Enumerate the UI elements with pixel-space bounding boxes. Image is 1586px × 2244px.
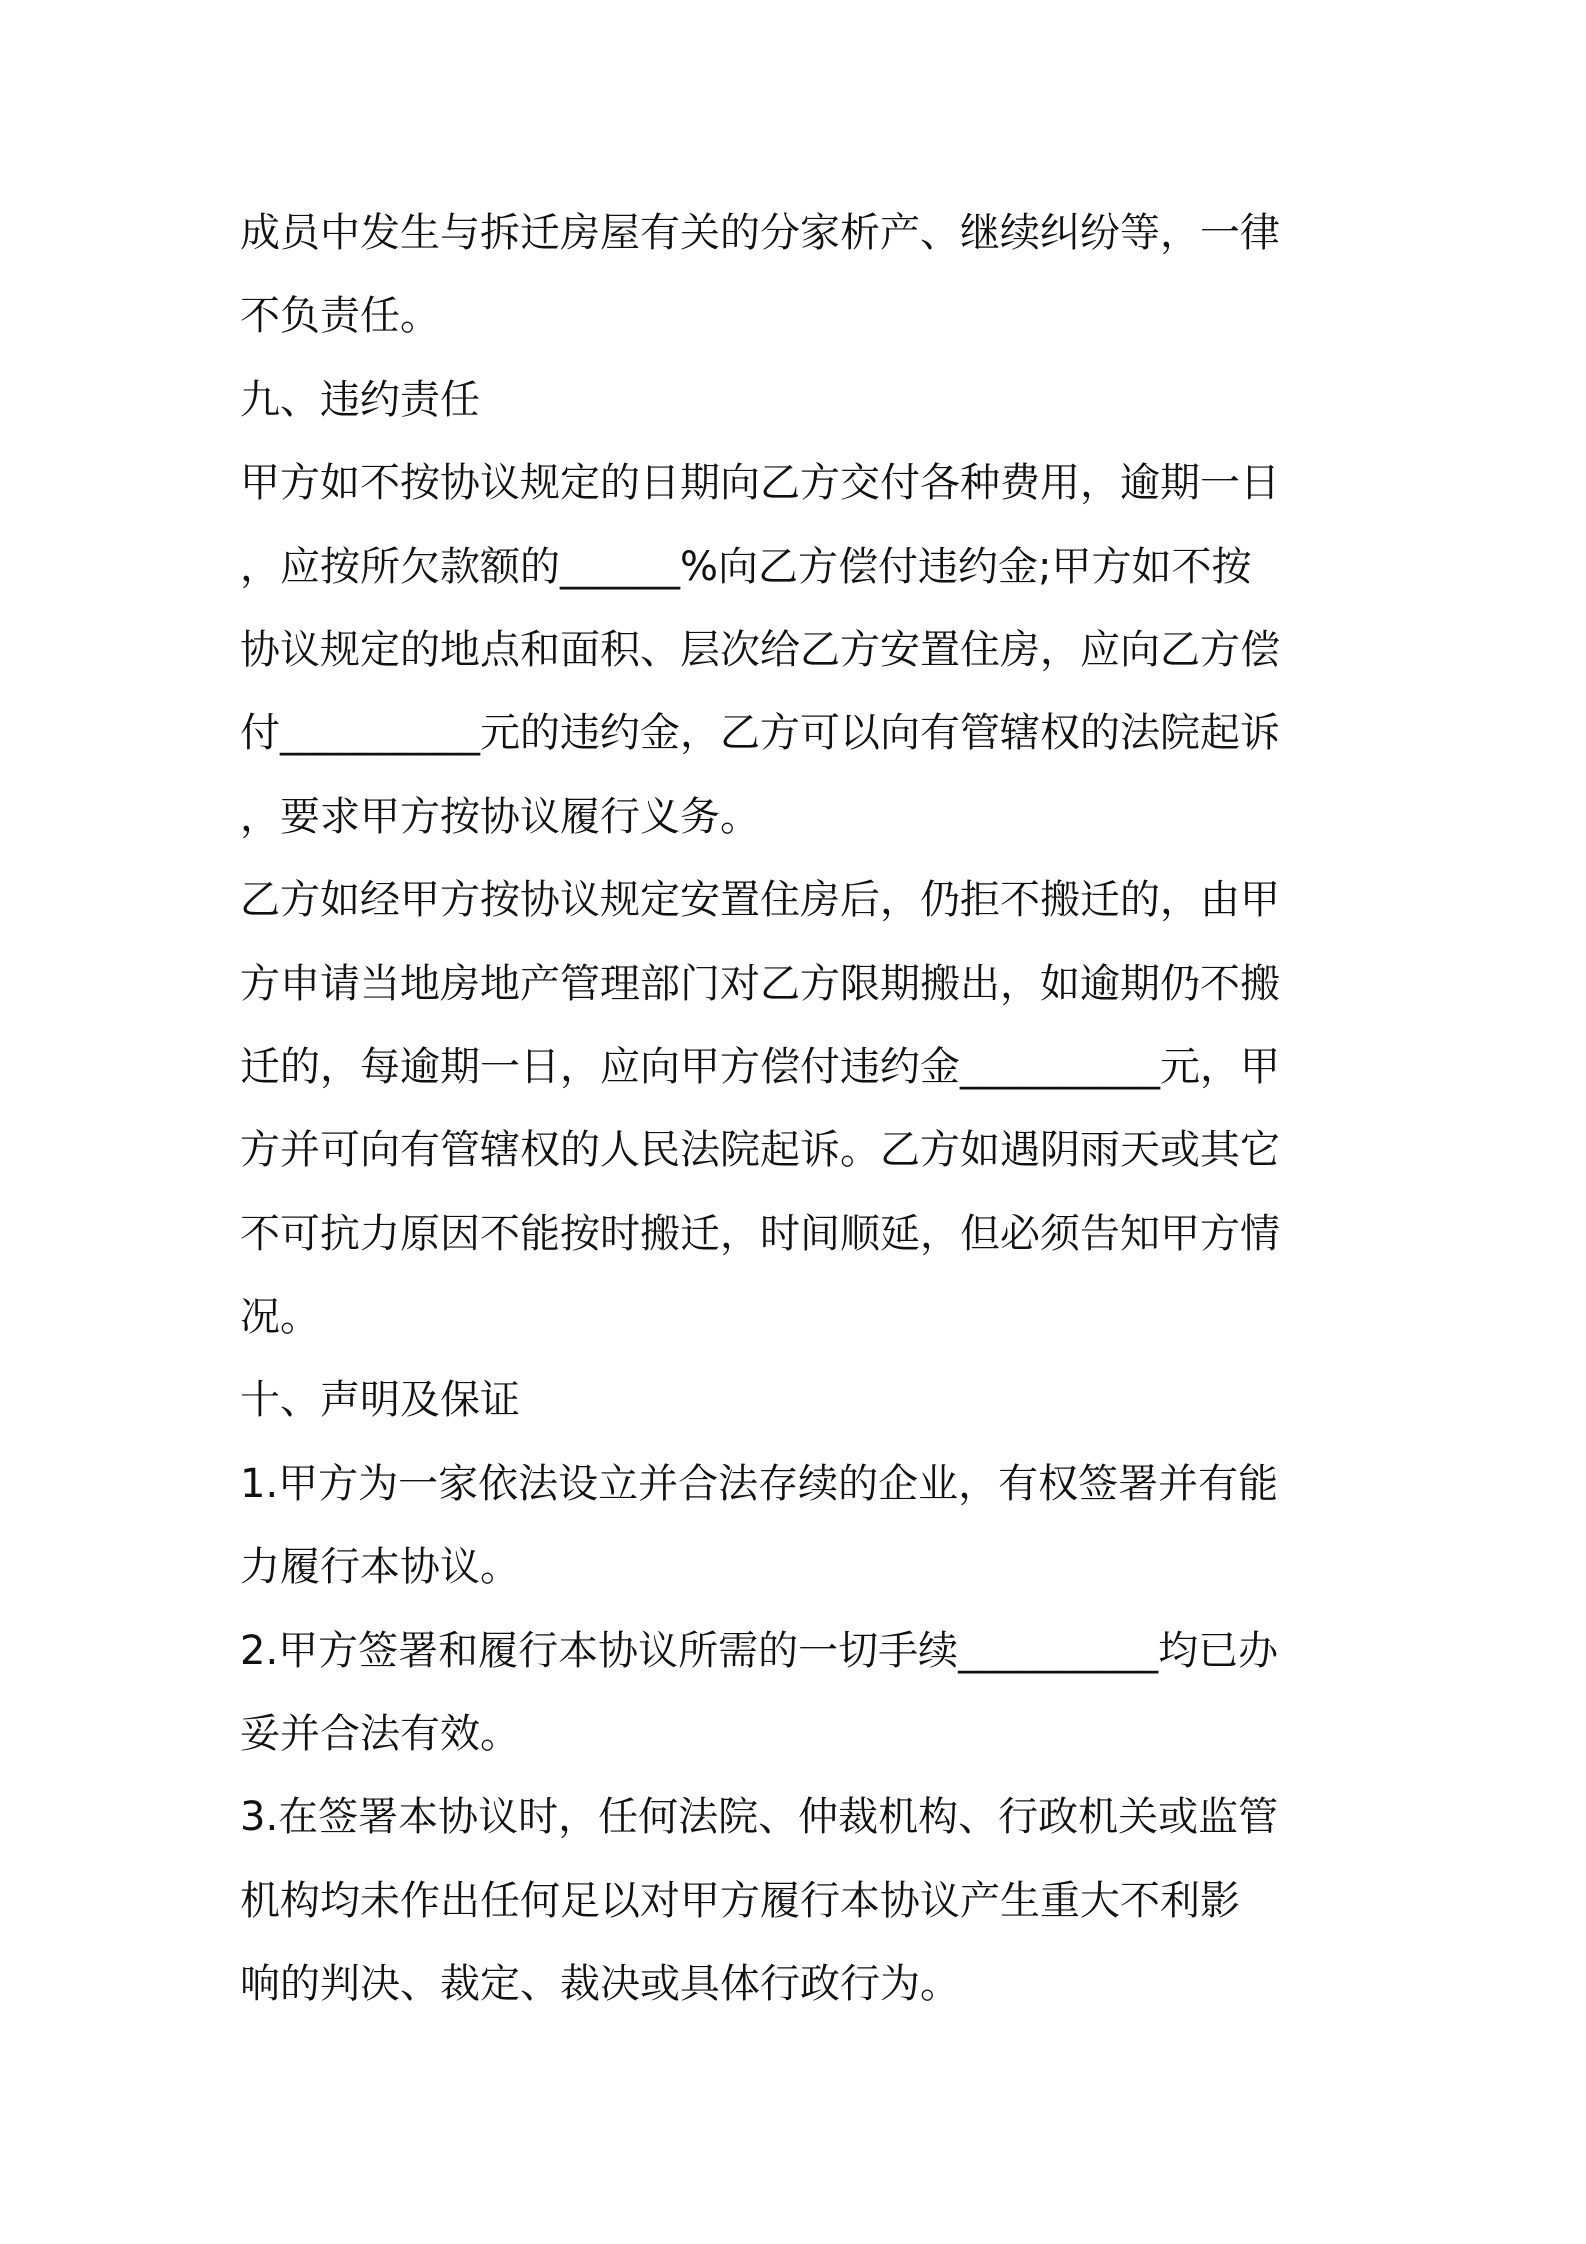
text-line: 乙方如经甲方按协议规定安置住房后，仍拒不搬迁的，由甲 bbox=[240, 877, 1280, 924]
text-line: 2.甲方签署和履行本协议所需的一切手续__________均已办 bbox=[240, 1627, 1279, 1674]
text-line: 响的判决、裁定、裁决或具体行政行为。 bbox=[240, 1961, 960, 2008]
text-line: 不负责任。 bbox=[240, 293, 440, 340]
text-line: 协议规定的地点和面积、层次给乙方安置住房，应向乙方偿 bbox=[240, 626, 1280, 673]
text-line: 机构均未作出任何足以对甲方履行本协议产生重大不利影 bbox=[240, 1877, 1240, 1924]
text-line: 况。 bbox=[240, 1294, 320, 1341]
text-line: 付__________元的违约金，乙方可以向有管辖权的法院起诉 bbox=[240, 710, 1280, 757]
text-line: 力履行本协议。 bbox=[240, 1544, 520, 1591]
text-line: 方申请当地房地产管理部门对乙方限期搬出，如逾期仍不搬 bbox=[240, 960, 1280, 1007]
text-line: 成员中发生与拆迁房屋有关的分家析产、继续纠纷等，一律 bbox=[240, 210, 1280, 256]
document-body bbox=[240, 192, 1360, 2027]
text-line: 妥并合法有效。 bbox=[240, 1711, 520, 1758]
section-heading: 十、声明及保证 bbox=[240, 1377, 520, 1424]
text-line: 3.在签署本协议时，任何法院、仲裁机构、行政机关或监管 bbox=[240, 1794, 1279, 1841]
text-line: 方并可向有管辖权的人民法院起诉。乙方如遇阴雨天或其它 bbox=[240, 1127, 1280, 1174]
text-line: ，要求甲方按协议履行义务。 bbox=[240, 793, 760, 840]
section-heading: 九、违约责任 bbox=[240, 376, 480, 423]
text-line: 甲方如不按协议规定的日期向乙方交付各种费用，逾期一日 bbox=[240, 460, 1280, 507]
text-line: ，应按所欠款额的______%向乙方偿付违约金;甲方如不按 bbox=[240, 543, 1252, 590]
text-line: 不可抗力原因不能按时搬迁，时间顺延，但必须告知甲方情 bbox=[240, 1210, 1280, 1257]
text-line: 迁的，每逾期一日，应向甲方偿付违约金__________元，甲 bbox=[240, 1043, 1280, 1090]
text-line: 1.甲方为一家依法设立并合法存续的企业，有权签署并有能 bbox=[240, 1460, 1279, 1507]
